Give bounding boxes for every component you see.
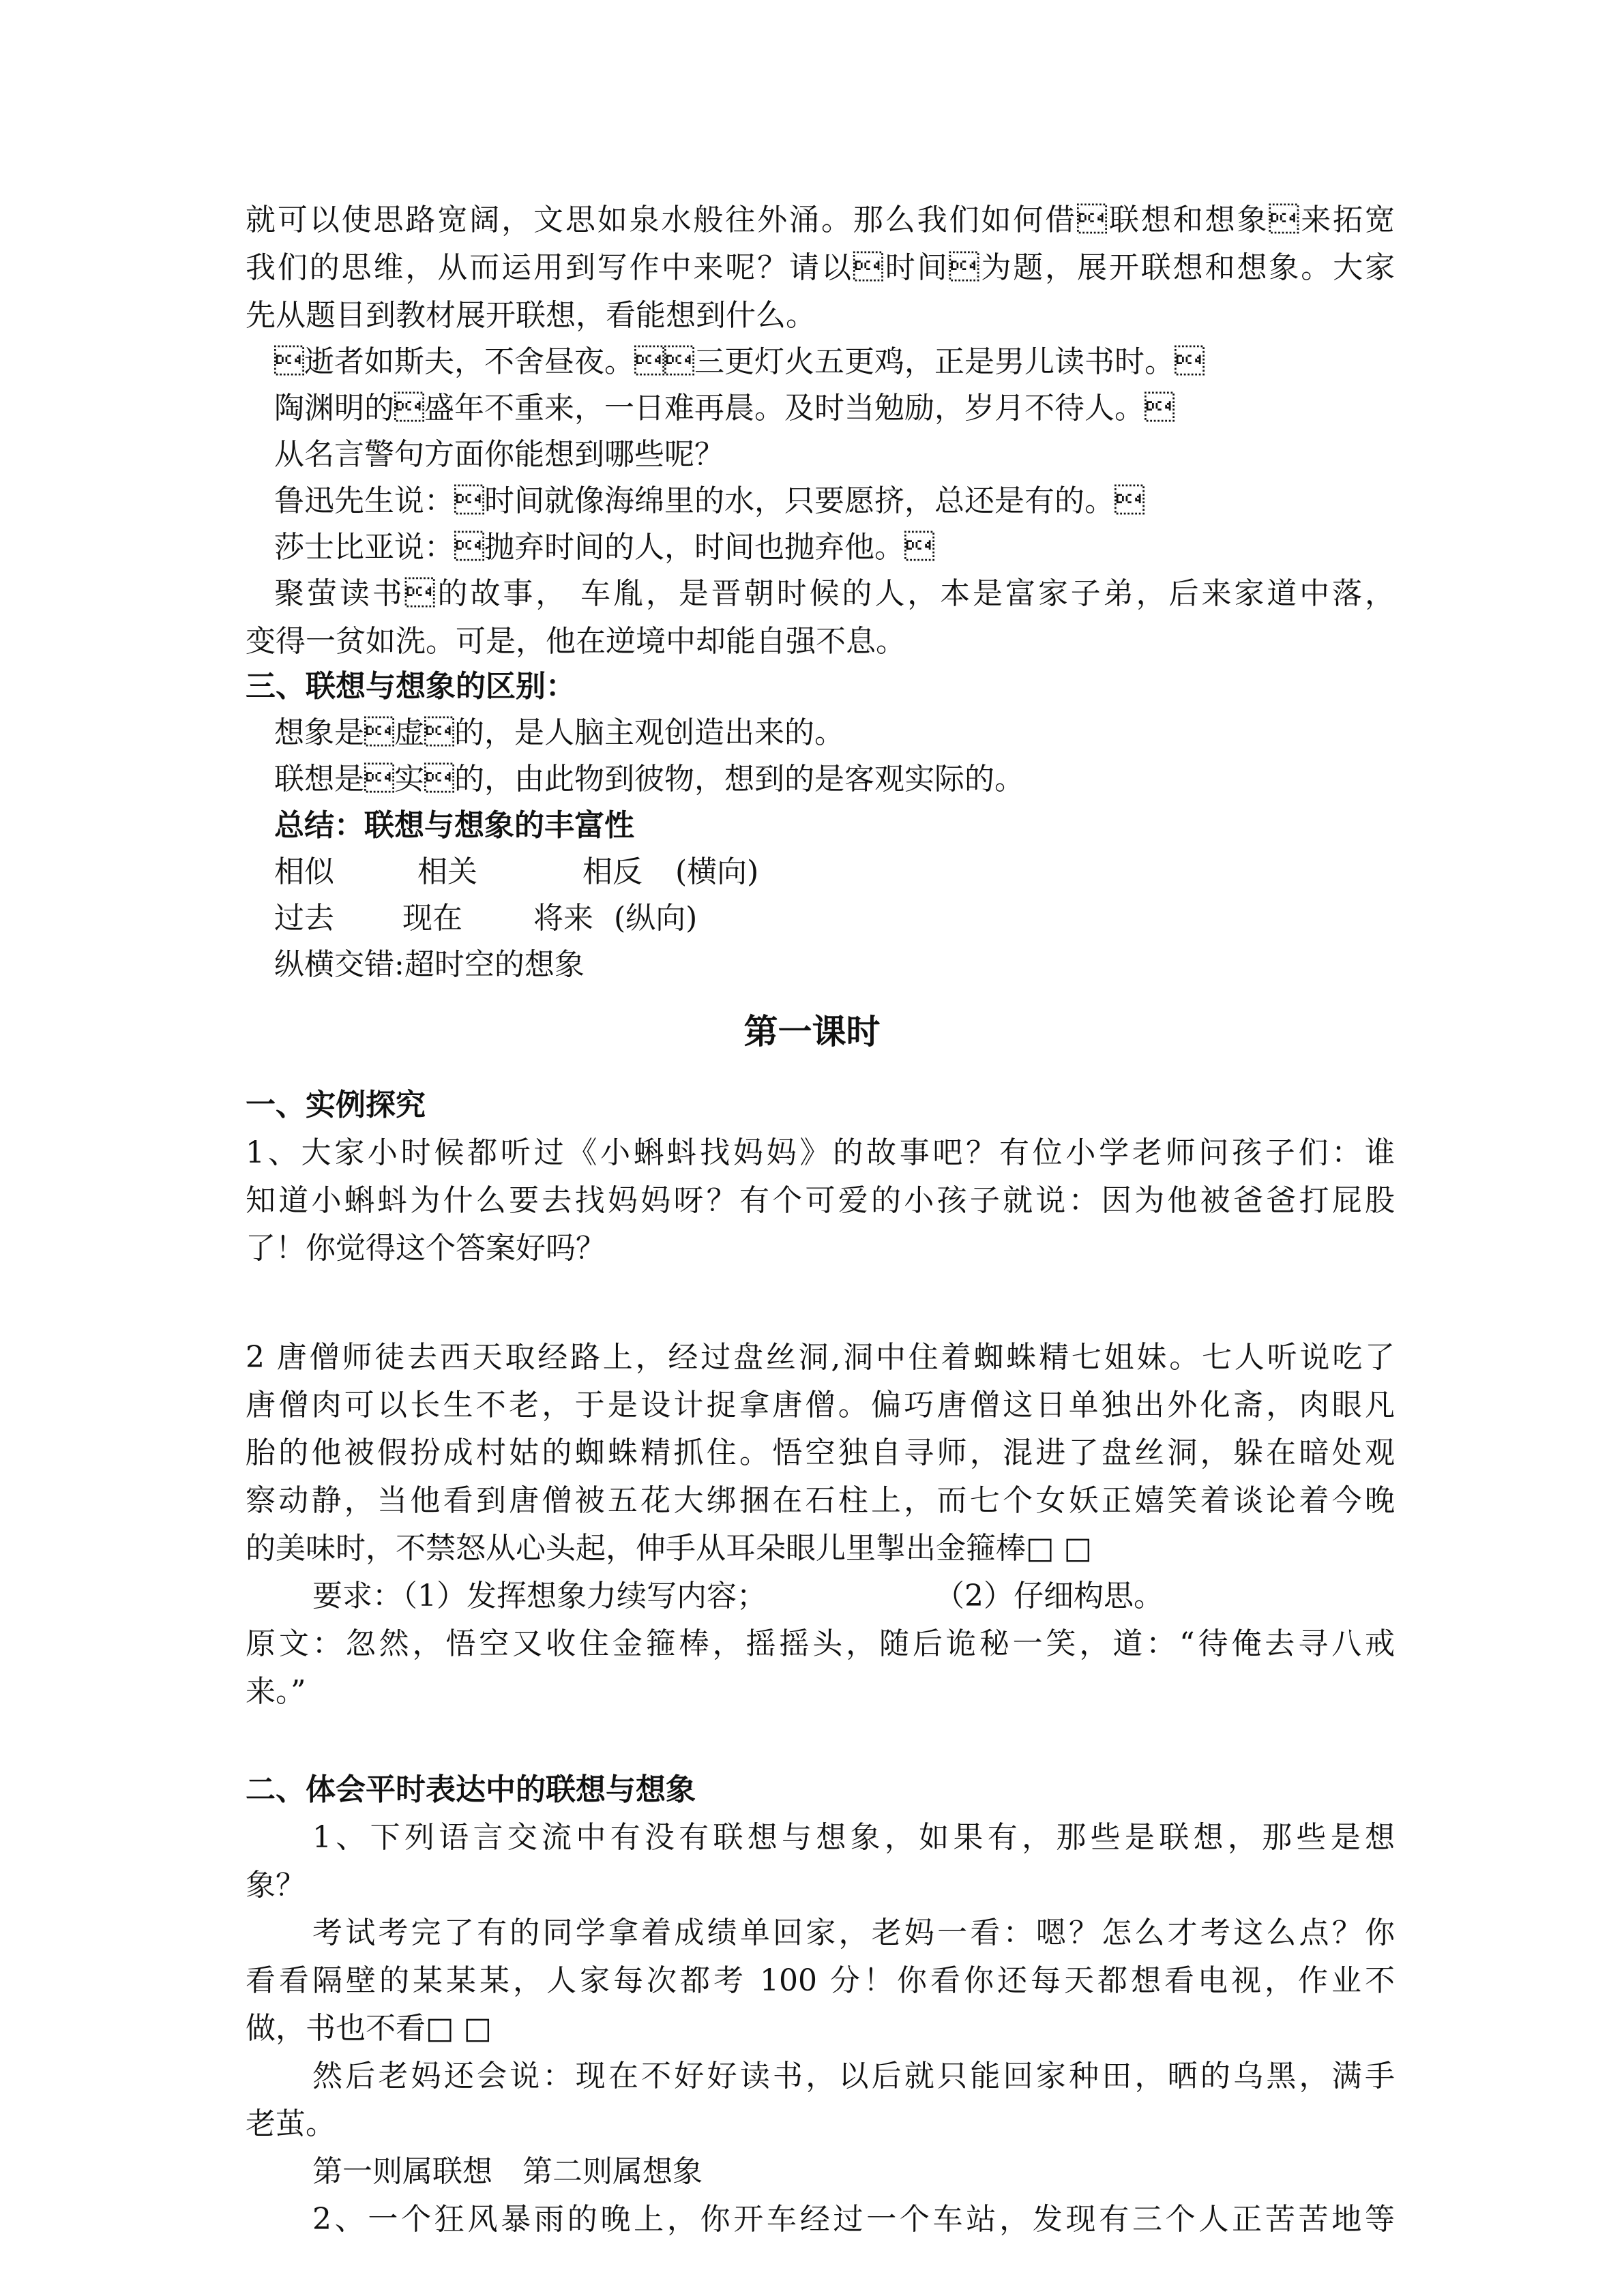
section-heading: 三、联想与想象的区别： (246, 669, 576, 704)
paragraph-line: 然后老妈还会说：现在不好好读书，以后就只能回家种田，晒的乌黑，满手 (312, 2059, 1395, 2093)
paragraph-line: 老茧。 (246, 2106, 336, 2141)
lesson-title: 第一课时 (743, 1011, 881, 1052)
paragraph-line: 知道小蝌蚪为什么要去找妈妈呀？有个可爱的小孩子就说：因为他被爸爸打屁股 (246, 1183, 1395, 1218)
section-heading: 一、实例探究 (246, 1088, 426, 1122)
row-cell: 现在 (402, 901, 462, 936)
paragraph-line: 先从题目到教材展开联想，看能想到什么。 (246, 298, 816, 333)
paragraph-line: 纵横交错:超时空的想象 (274, 947, 585, 982)
paragraph-line: 聚萤读书的故事， 车胤，是晋朝时候的人，本是富家子弟，后来家道中落， (274, 576, 1395, 611)
paragraph-line: 联想是实的，由此物到彼物，想到的是客观实际的。 (274, 762, 1024, 796)
section-heading: 二、体会平时表达中的联想与想象 (246, 1772, 696, 1807)
row-cell: 相似 (274, 854, 334, 889)
row-cell: 过去 (274, 901, 334, 936)
quote-line: 从名言警句方面你能想到哪些呢？ (274, 437, 724, 472)
row-cell: (横向) (675, 854, 759, 889)
paragraph-line: 胎的他被假扮成村姑的蜘蛛精抓住。悟空独自寻师，混进了盘丝洞，躲在暗处观 (246, 1435, 1395, 1470)
summary-heading: 总结：联想与想象的丰富性 (274, 808, 634, 843)
paragraph-line: 做，书也不看□ □ (246, 2011, 492, 2046)
paragraph-line: 象？ (246, 1868, 306, 1903)
requirement-2: （2）仔细构思。 (934, 1579, 1164, 1613)
paragraph-line: 考试考完了有的同学拿着成绩单回家，老妈一看：嗯？怎么才考这么点？你 (312, 1915, 1395, 1950)
quote-line: 陶渊明的盛年不重来，一日难再晨。及时当勉励，岁月不待人。 (274, 391, 1175, 426)
paragraph-line: 来。” (246, 1674, 306, 1709)
paragraph-line: 就可以使思路宽阔，文思如泉水般往外涌。那么我们如何借联想和想象来拓宽 (246, 203, 1395, 237)
quote-line: 莎士比亚说：抛弃时间的人，时间也抛弃他。 (274, 530, 934, 565)
quote-line: 逝者如斯夫，不舍昼夜。三更灯火五更鸡，正是男儿读书时。 (274, 344, 1205, 379)
row-cell: 相反 (582, 854, 643, 889)
paragraph-line: 了！你觉得这个答案好吗？ (246, 1231, 606, 1266)
paragraph-line: 原文：忽然，悟空又收住金箍棒，摇摇头，随后诡秘一笑，道：“待俺去寻八戒 (246, 1626, 1395, 1661)
paragraph-line: 想象是虚的，是人脑主观创造出来的。 (274, 715, 844, 750)
paragraph-line: 看看隔壁的某某某，人家每次都考 100 分！你看你还每天都想看电视，作业不 (246, 1963, 1395, 1998)
row-cell: 将来 (533, 901, 593, 936)
paragraph-line: 唐僧肉可以长生不老，于是设计捉拿唐僧。偏巧唐僧这日单独出外化斋，肉眼凡 (246, 1388, 1395, 1422)
row-cell: 相关 (417, 854, 477, 889)
paragraph-line: 察动静，当他看到唐僧被五花大绑捆在石柱上，而七个女妖正嬉笑着谈论着今晚 (246, 1483, 1395, 1518)
quote-line: 鲁迅先生说：时间就像海绵里的水，只要愿挤，总还是有的。 (274, 483, 1145, 518)
answer-line: 第一则属联想 第二则属想象 (312, 2154, 703, 2189)
paragraph-line: 我们的思维，从而运用到写作中来呢？请以时间为题，展开联想和想象。大家 (246, 250, 1395, 285)
paragraph-line: 1、大家小时候都听过《小蝌蚪找妈妈》的故事吧？有位小学老师问孩子们：谁 (246, 1135, 1395, 1170)
paragraph-line: 2 唐僧师徒去西天取经路上，经过盘丝洞,洞中住着蜘蛛精七姐妹。七人听说吃了 (246, 1340, 1395, 1375)
row-cell: (纵向) (614, 901, 698, 936)
requirement-1: 要求：（1）发挥想象力续写内容； (312, 1579, 767, 1613)
paragraph-line: 变得一贫如洗。可是，他在逆境中却能自强不息。 (246, 624, 906, 659)
paragraph-line: 1、下列语言交流中有没有联想与想象，如果有，那些是联想，那些是想 (312, 1820, 1395, 1855)
paragraph-line: 的美味时，不禁怒从心头起，伸手从耳朵眼儿里掣出金箍棒□ □ (246, 1531, 1093, 1566)
paragraph-line: 2、一个狂风暴雨的晚上，你开车经过一个车站，发现有三个人正苦苦地等 (312, 2202, 1395, 2237)
